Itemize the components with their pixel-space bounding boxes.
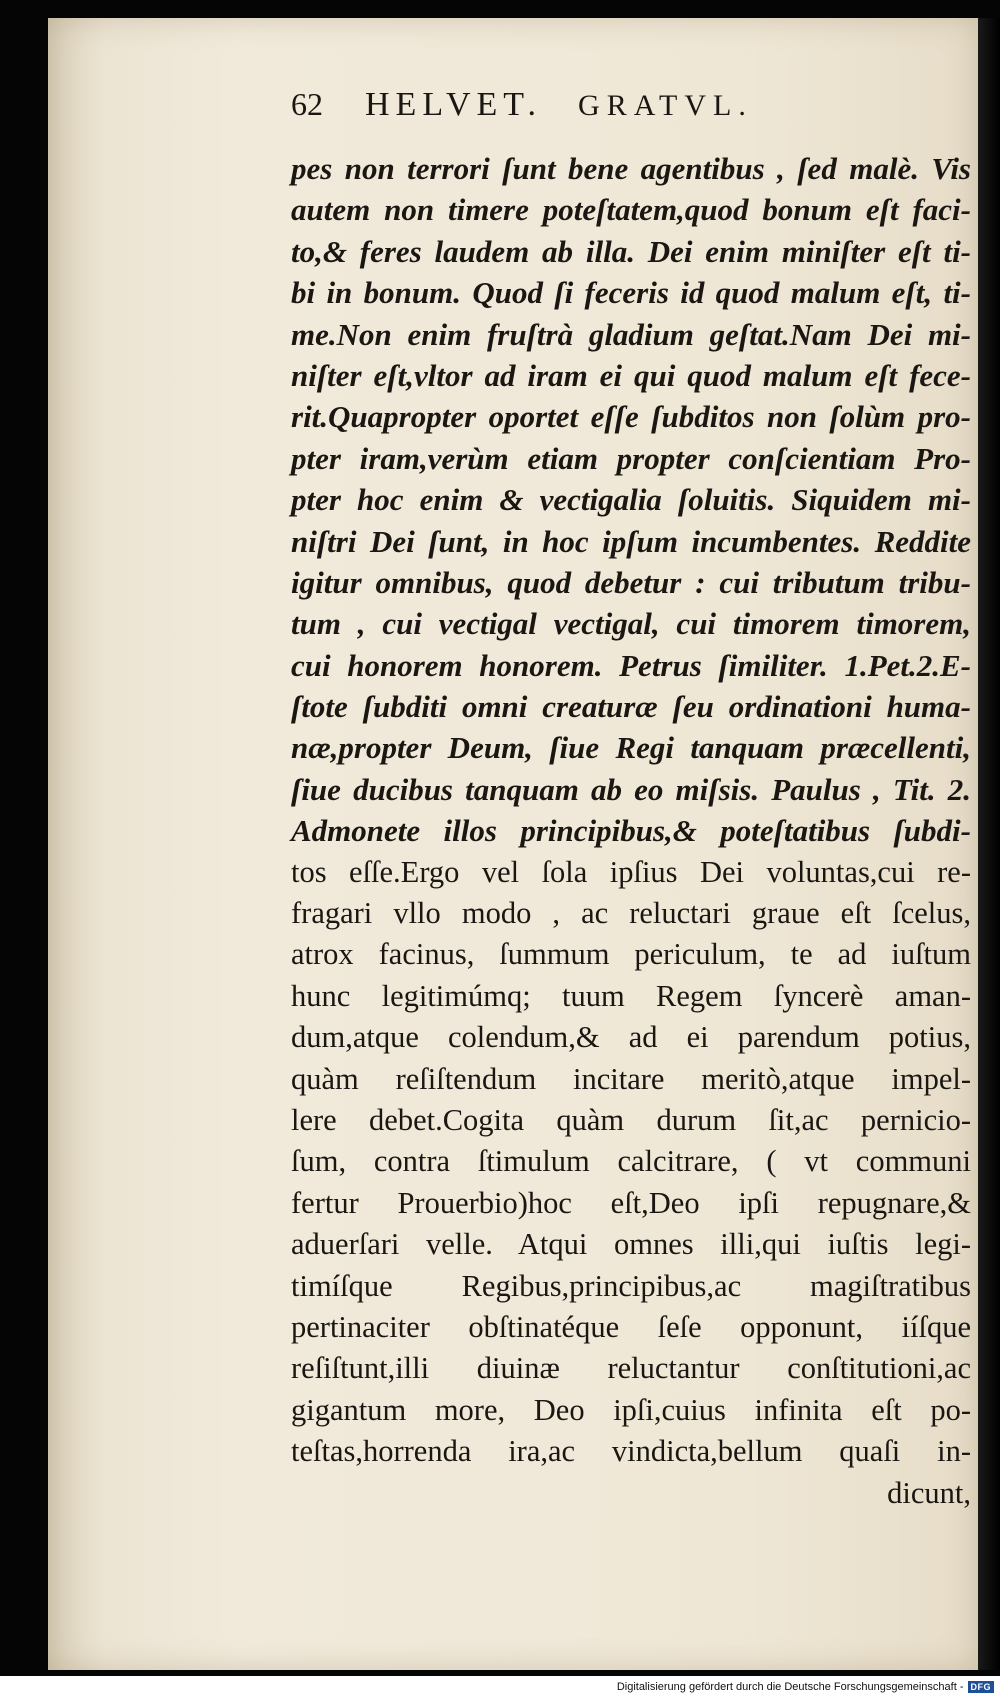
text-line: atrox facinus, ſummum periculum, te ad iuſtum — [291, 937, 971, 972]
text-line: aduerſari velle. Atqui omnes illi,qui iuſtis legi- — [291, 1227, 971, 1262]
text-line: reſiſtunt,illi diuinæ reluctantur conſtitutioni,ac — [291, 1351, 971, 1386]
text-line: rit.Quapropter oportet eſſe ſubditos non ſolùm pro- — [291, 399, 971, 435]
text-line: næ,propter Deum, ſiue Regi tanquam præcellenti, — [291, 730, 971, 766]
text-line: pter hoc enim & vectigalia ſoluitis. Siquidem mi- — [291, 482, 971, 518]
text-line: pertinaciter obſtinatéque ſeſe opponunt, iíſque — [291, 1309, 971, 1344]
digitization-credit — [0, 1676, 1000, 1698]
text-line: teſtas,horrenda ira,ac vindicta,bellum quaſi in- — [291, 1434, 971, 1469]
text-line: lere debet.Cogita quàm durum ſit,ac pernicio- — [291, 1102, 971, 1137]
text-line: hunc legitimúmq; tuum Regem ſyncerè aman- — [291, 978, 971, 1013]
running-head-title: HELVET. — [365, 86, 543, 123]
text-lines — [291, 148, 971, 1514]
dfg-logo: DFG — [968, 1681, 995, 1693]
page-number: 62 — [291, 86, 323, 122]
text-block — [291, 86, 971, 1514]
text-line: dicunt, — [887, 1475, 971, 1510]
text-line: bi in bonum. Quod ſi feceris id quod malum eſt, ti- — [291, 275, 971, 311]
text-line: ſtote ſubditi omni creaturæ ſeu ordinationi huma- — [291, 689, 971, 725]
running-head-subtitle: GRATVL. — [578, 89, 753, 122]
credit-text: Digitalisierung gefördert durch die Deutsche Forschungsgemeinschaft - — [616, 1681, 964, 1693]
text-line: tum , cui vectigal vectigal, cui timorem timorem, — [291, 606, 971, 642]
text-line: me.Non enim fruſtrà gladium geſtat.Nam Dei mi- — [291, 316, 971, 352]
text-line: autem non timere poteſtatem,quod bonum eſt faci- — [291, 192, 971, 228]
text-line: tos eſſe.Ergo vel ſola ipſius Dei voluntas,cui re- — [291, 854, 971, 889]
text-line: dum,atque colendum,& ad ei parendum potius, — [291, 1020, 971, 1055]
text-line: fragari vllo modo , ac reluctari graue eſt ſcelus, — [291, 896, 971, 931]
text-line: pter iram,verùm etiam propter conſcientiam Pro- — [291, 440, 971, 476]
text-line: niſter eſt,vltor ad iram ei qui quod malum eſt fece- — [291, 357, 971, 393]
text-line: ſum, contra ſtimulum calcitrare, ( vt communi — [291, 1144, 971, 1179]
text-line: fertur Prouerbio)hoc eſt,Deo ipſi repugnare,& — [291, 1185, 971, 1220]
text-line: Admonete illos principibus,& poteſtatibus ſubdi- — [291, 813, 971, 849]
text-line: to,& feres laudem ab illa. Dei enim miniſter eſt ti- — [291, 233, 971, 269]
text-line: quàm reſiſtendum incitare meritò,atque impel- — [291, 1061, 971, 1096]
text-line: igitur omnibus, quod debetur : cui tributum tribu- — [291, 564, 971, 600]
text-line: cui honorem honorem. Petrus ſimiliter. 1.Pet.2.E- — [291, 647, 971, 683]
text-line: niſtri Dei ſunt, in hoc ipſum incumbentes. Reddite — [291, 523, 971, 559]
page-edge — [978, 18, 1000, 1670]
text-line: pes non terrori ſunt bene agentibus , ſed malè. Vis — [291, 151, 971, 186]
text-line: timíſque Regibus,principibus,ac magiſtratibus — [291, 1268, 971, 1303]
running-head — [291, 86, 971, 148]
text-line: ſiue ducibus tanquam ab eo miſsis. Paulus , Tit. 2. — [291, 771, 971, 807]
text-line: gigantum more, Deo ipſi,cuius infinita eſt po- — [291, 1392, 971, 1427]
